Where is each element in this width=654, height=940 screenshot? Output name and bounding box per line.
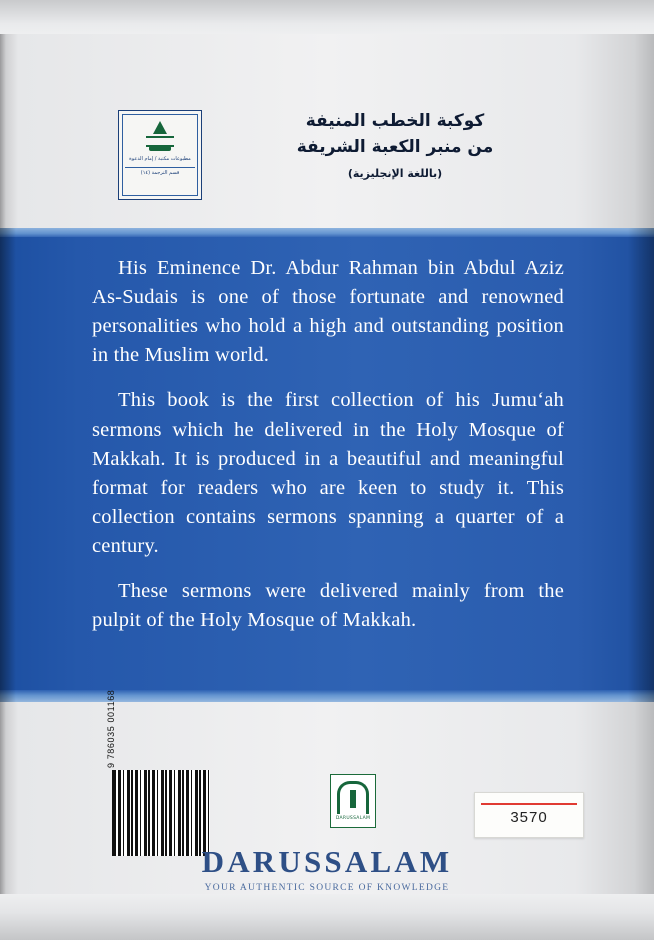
sticker-red-line [481, 803, 577, 805]
brand-name: DARUSSALAM [201, 844, 453, 879]
description-paragraph-2: This book is the first collection of his Jumu‘ah sermons which he delivered in the Holy Mosque of Makkah. It is produced in a beautiful and meaningful format for readers who are keen to study it. This collection contains sermons spanning a quarter of a century. [92, 389, 564, 557]
sticker-code: 3570 [510, 809, 548, 826]
publisher-brand [0, 844, 654, 893]
seal-line-2: قسم الترجمة (١٤) [125, 167, 195, 178]
band-top-edge [0, 228, 654, 237]
darussalam-arch-logo-icon [330, 774, 376, 828]
description-paragraph-1: His Eminence Dr. Abdur Rahman bin Abdul Aziz As-Sudais is one of those fortunate and renowned personalities who hold a high and outstanding position in the Muslim world. [92, 257, 564, 367]
brand-tagline: YOUR AUTHENTIC SOURCE OF KNOWLEDGE [204, 883, 450, 893]
cover-header [0, 96, 654, 214]
publisher-seal-inner [122, 114, 198, 196]
barcode-number: 9 786035 001168 [106, 689, 116, 768]
book-description [92, 254, 564, 635]
palm-and-swords-emblem-icon [143, 119, 177, 153]
logo-caption: DARUSSALAM [335, 816, 371, 821]
seal-line-1: مطبوعات مكتبة / إمام الدعوة [129, 156, 191, 162]
paper-top-shading [0, 0, 654, 34]
band-right-shadow [628, 228, 654, 702]
band-left-shadow [0, 228, 16, 702]
band-bottom-edge [0, 690, 654, 702]
description-paragraph-3: These sermons were delivered mainly from the pulpit of the Holy Mosque of Makkah. [92, 580, 564, 632]
arabic-title-line-2: من منبر الكعبة الشريفة [296, 137, 494, 158]
arabic-title-block [230, 108, 560, 180]
cover-footer [0, 689, 654, 940]
arabic-title-language-note: (باللغة الإنجليزية) [347, 166, 443, 180]
price-sticker [474, 792, 584, 838]
publisher-seal [118, 110, 202, 200]
blue-description-band [0, 228, 654, 702]
arabic-title-line-1: كوكبة الخطب المنيفة [305, 111, 485, 131]
